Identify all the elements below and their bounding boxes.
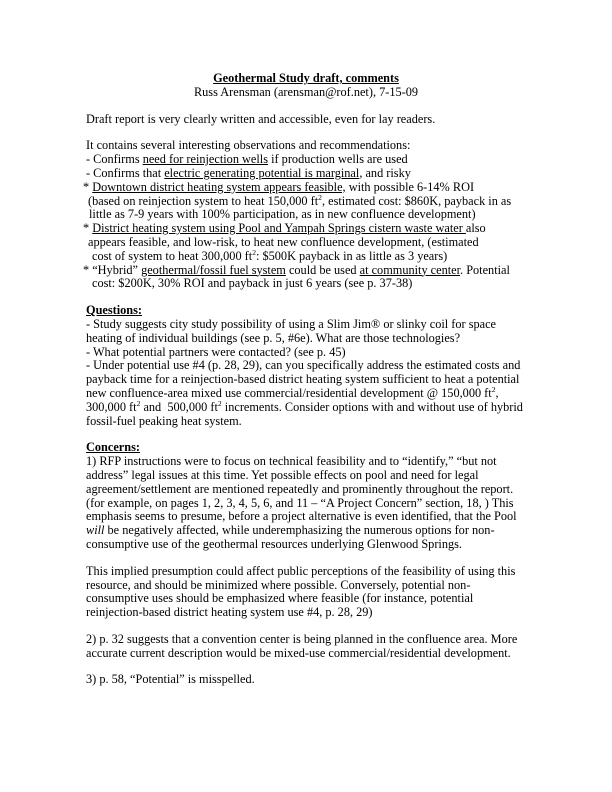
text-segment: need for reinjection wells [142, 152, 269, 167]
text-segment: 2 [136, 398, 141, 408]
concerns-item-1 [86, 441, 602, 551]
text-segment: 2 [217, 398, 222, 408]
text-segment: It contains several interesting observations and recommendations: [86, 138, 411, 153]
text-segment: and 500,000 ft [140, 399, 218, 414]
text-segment: , estimated cost: $860K, payback in as [321, 193, 512, 208]
text-segment: - What potential partners were contacted? (see p. 45) [86, 344, 346, 359]
text-line [83, 264, 602, 278]
text-segment: fossil-fuel peaking heat system. [86, 413, 242, 428]
text-segment: be negatively affected, while underemphasizing the numerous options for non- [104, 523, 495, 538]
text-line [92, 247, 602, 264]
concerns-item-1-continued [86, 565, 602, 620]
text-line [86, 579, 602, 593]
text-line [86, 304, 602, 318]
text-segment: if production wells are used [268, 152, 408, 167]
text-segment: Concerns: [86, 440, 140, 455]
text-segment: 2 [252, 247, 256, 257]
concerns-item-2 [86, 633, 602, 661]
text-line [86, 510, 602, 524]
text-segment: could be used [285, 262, 360, 277]
text-line [86, 384, 602, 401]
text-segment: with possible 6-14% ROI [345, 179, 475, 194]
text-segment: * [83, 221, 93, 236]
text-line [86, 441, 602, 455]
text-line [88, 192, 602, 209]
text-line [86, 373, 602, 387]
text-segment: appears feasible, and low-risk, to heat new confluence development, (estimated [88, 234, 479, 249]
text-segment: - Confirms [86, 152, 143, 167]
text-line [86, 673, 602, 687]
text-line [86, 565, 602, 579]
text-line [86, 592, 602, 606]
text-line [86, 139, 602, 153]
text-segment: , [495, 385, 499, 400]
text-line [88, 236, 602, 250]
text-segment: - Confirms that [86, 165, 165, 180]
text-line [89, 208, 602, 222]
text-segment: 2) p. 32 suggests that a convention center is being planned in the confluence area. More [86, 631, 518, 646]
text-segment: geothermal/fossil fuel system [141, 262, 286, 277]
text-line [86, 538, 602, 552]
text-segment: consumptive uses should be emphasized where feasible (for instance, potential [86, 591, 474, 606]
text-line [83, 181, 602, 195]
text-segment: heating of individual buildings (see p. 5, #6e). What are those technologies? [86, 330, 461, 345]
text-segment: cost of system to heat 300,000 ft [92, 248, 253, 263]
text-segment: resource, and should be minimized where possible. Conversely, potential non- [86, 577, 471, 592]
text-segment: This implied presumption could affect public perceptions of the feasibility of using this [86, 563, 516, 578]
text-segment: Downtown district heating system appears feasible, [92, 179, 346, 194]
text-segment: - Study suggests city study possibility of using a Slim Jim® or slinky coil for space [86, 316, 497, 331]
text-segment: address” legal issues at this time. Yet possible effects on pool and need for legal [86, 467, 479, 482]
text-segment: agreement/settlement are mentioned repeatedly and prominently throughout the report. [86, 481, 514, 496]
text-segment: new confluence-area mixed use commercial/residential development @ 150,000 ft [86, 385, 492, 400]
text-segment: Draft report is very clearly written and accessible, even for lay readers. [86, 111, 436, 126]
text-segment: Questions: [86, 303, 143, 318]
text-segment: 300,000 ft [86, 399, 137, 414]
text-segment: District heating system using Pool and Yampah Springs cistern waste water [92, 221, 466, 236]
text-segment: electric generating potential is marginal [164, 165, 360, 180]
text-line [86, 167, 602, 181]
text-segment: 2 [491, 384, 496, 394]
text-line [86, 359, 602, 373]
text-line [86, 332, 602, 346]
text-line [86, 633, 602, 647]
text-line [86, 455, 602, 469]
text-line [86, 318, 602, 332]
text-segment: at community center [359, 262, 461, 277]
text-segment: , and risky [359, 165, 411, 180]
text-segment: (based on reinjection system to heat 150,000 ft [88, 193, 319, 208]
text-segment: will [86, 523, 105, 538]
text-segment: * [83, 179, 93, 194]
text-segment: increments. Consider options with and without use of hybrid [221, 399, 523, 414]
text-segment: 3) p. 58, “Potential” is misspelled. [86, 672, 255, 687]
text-segment: : $500K payback in as little as 3 years) [256, 248, 448, 263]
text-line [86, 398, 602, 415]
text-line [92, 277, 602, 291]
document-body [0, 113, 612, 688]
text-segment: accurate current description would be mixed-use commercial/residential development. [86, 645, 511, 660]
text-segment: . Potential [460, 262, 510, 277]
text-line [86, 469, 602, 483]
document-title [0, 72, 612, 86]
text-segment: reinjection-based district heating system use #4, p. 28, 29) [86, 605, 373, 620]
text-segment: cost: $200K, 30% ROI and payback in just 6 years (see p. 37-38) [92, 276, 413, 291]
observations-list [83, 138, 602, 291]
text-line [86, 346, 602, 360]
text-segment: emphasis seems to presume, before a project alternative is even identified, that the Pool [86, 509, 517, 524]
text-line [86, 415, 602, 429]
text-segment: 2 [318, 192, 322, 202]
questions-section [86, 304, 602, 428]
text-line [86, 153, 602, 167]
text-segment: also [465, 221, 486, 236]
text-line [86, 113, 602, 127]
concerns-item-3 [86, 673, 602, 687]
document-header [0, 72, 612, 100]
document-title-text: Geothermal Study draft, comments [213, 71, 399, 85]
text-line [86, 483, 602, 497]
text-segment: (for example, on pages 1, 2, 3, 4, 5, 6, and 11 – “A Project Concern” section, 18, ) This [86, 495, 514, 510]
text-line [83, 222, 602, 236]
text-segment: * “Hybrid” [83, 262, 142, 277]
text-line [86, 606, 602, 620]
intro-paragraph [86, 113, 602, 127]
text-segment: payback time for a reinjection-based district heating system sufficient to heat a potential [86, 372, 520, 387]
text-segment: 1) RFP instructions were to focus on technical feasibility and to “identify,” “but not [86, 454, 497, 469]
document-byline: Russ Arensman (arensman@rof.net), 7-15-09 [193, 84, 419, 99]
text-line [86, 497, 602, 511]
text-segment: - Under potential use #4 (p. 28, 29), can you specifically address the estimated costs and [86, 358, 521, 373]
text-segment: little as 7-9 years with 100% participation, as in new confluence development) [89, 207, 476, 222]
text-segment: consumptive use of the geothermal resources underlying Glenwood Springs. [86, 536, 462, 551]
text-line [86, 647, 602, 661]
text-line [86, 524, 602, 538]
